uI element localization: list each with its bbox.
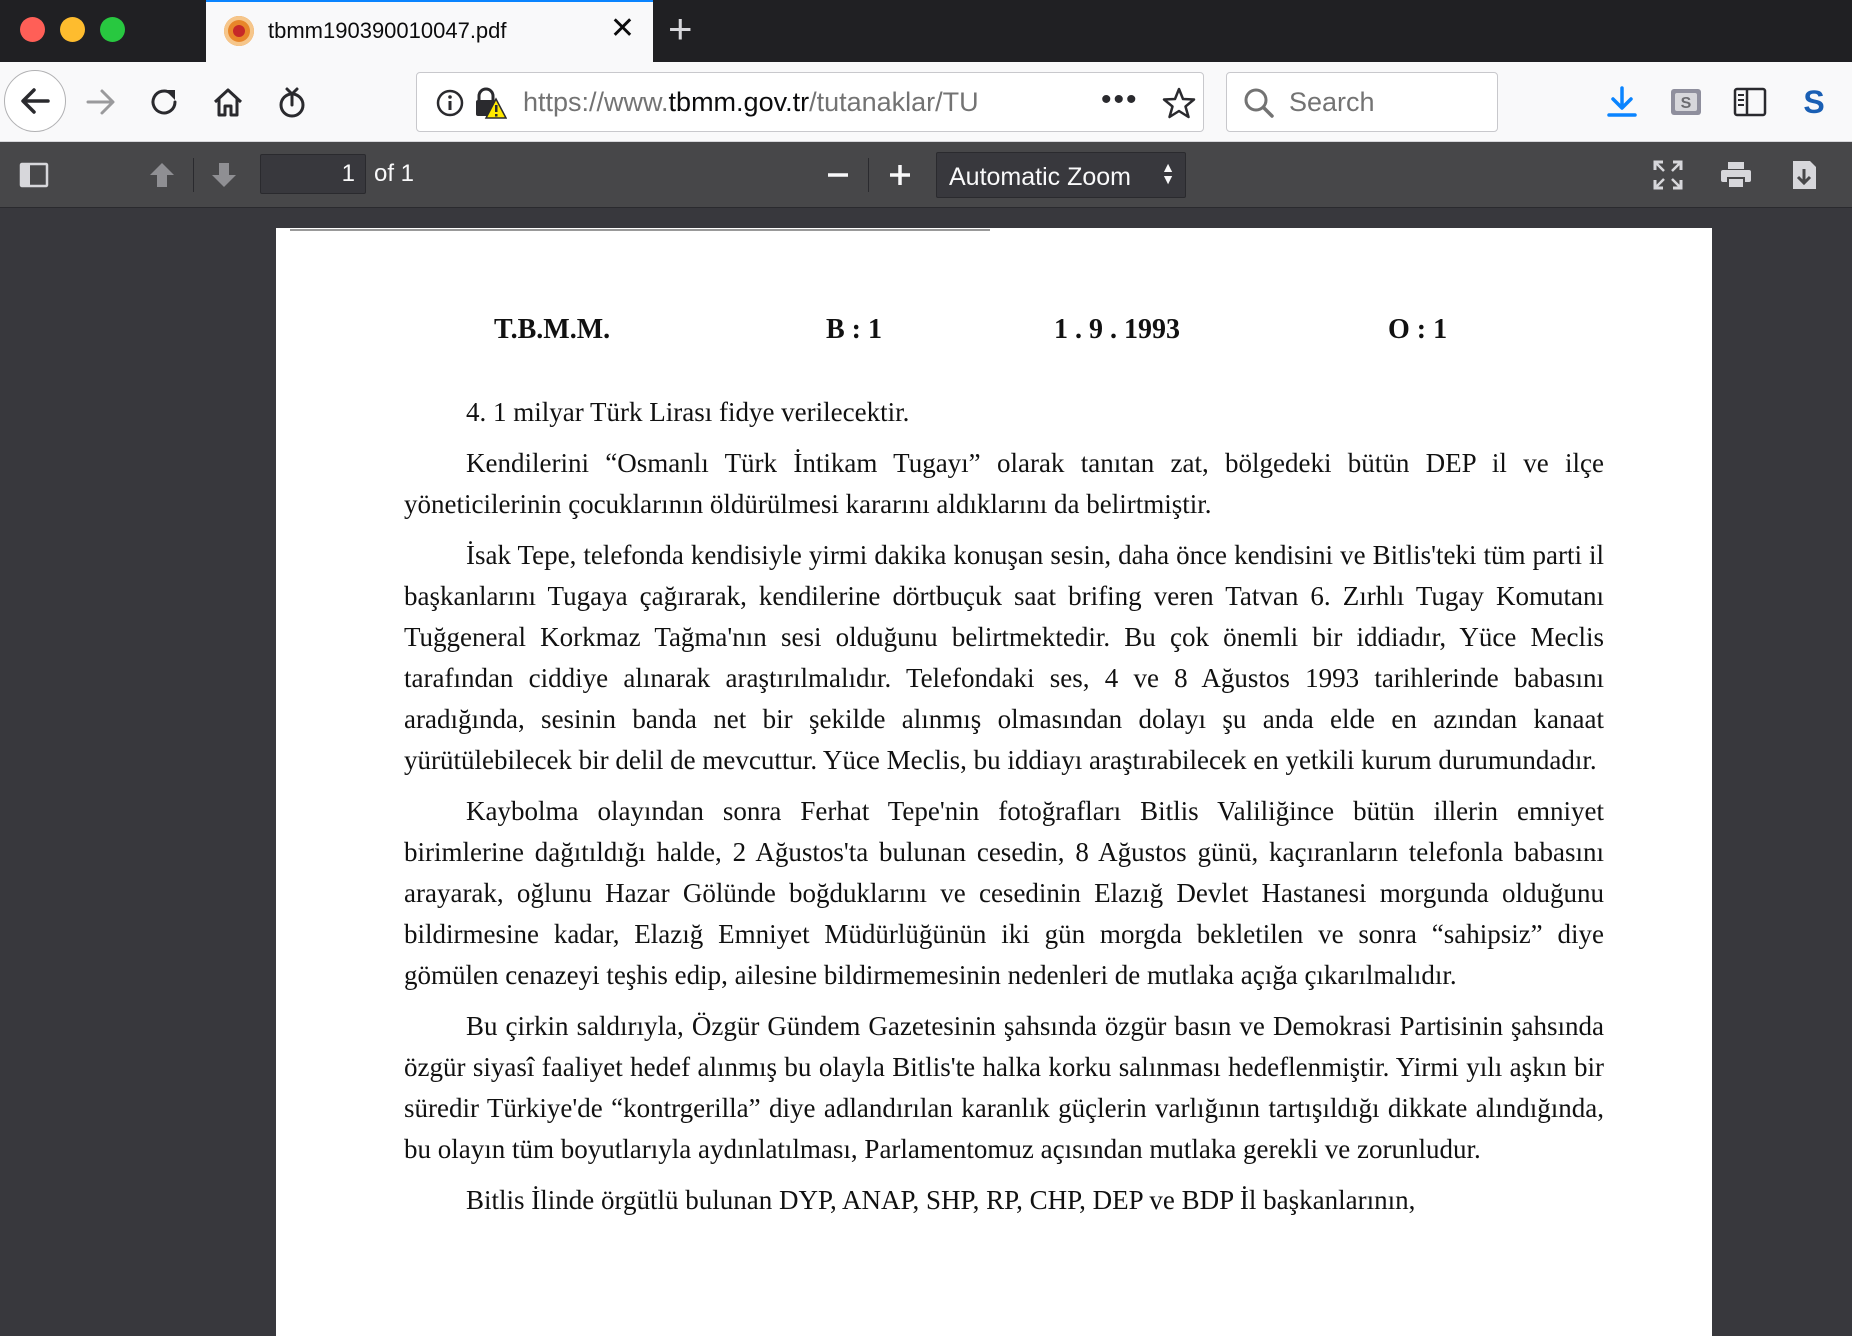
tab-strip bbox=[0, 0, 1852, 62]
paragraph-item-4: 4. 1 milyar Türk Lirası fidye verilecektir. bbox=[466, 397, 910, 427]
header-b-number: B : 1 bbox=[826, 314, 882, 345]
pocket-icon bbox=[276, 85, 308, 119]
sidebar-toggle-icon bbox=[19, 162, 49, 188]
select-arrows-icon: ▲ ▼ bbox=[1161, 159, 1175, 187]
svg-text:S: S bbox=[1680, 95, 1692, 112]
download-button[interactable] bbox=[1604, 62, 1640, 142]
page-number-input[interactable]: 1 bbox=[260, 154, 366, 194]
toolbar-separator bbox=[868, 158, 869, 192]
close-window-button[interactable] bbox=[20, 17, 45, 42]
save-icon bbox=[1790, 159, 1818, 191]
url-bar[interactable] bbox=[416, 72, 1204, 132]
page-count-label: of 1 bbox=[374, 160, 415, 187]
paragraph: İsak Tepe, telefonda kendisiyle yirmi dakika konuşan sesin, daha önce kendisini ve Bitlis'teki tüm parti il başkanlarını Tugaya çağırarak, kendilerine dörtbuçuk saat brifing veren Tatvan 6. Zırhlı Tugay Komutanı Tuğgeneral Korkmaz Tağma'nın sesi olduğunu belirtmektedir. Bu çok önemli bir iddiadır, Yüce Meclis tarafından ciddiye alınarak araştırılmalıdır. Telefondaki ses, 4 ve 8 Ağustos 1993 tarihlerinde babasını aradığında, sesinin banda net bir şekilde alınmış olmasından dolayı şu anda elde en azından kanaat yürütülebilecek bir delil de mevcuttur. Yüce Meclis, bu iddiayı araştırabilecek en yetkili kurum durumundadır. bbox=[404, 540, 1604, 775]
zoom-in-icon bbox=[887, 162, 913, 188]
previous-page-button[interactable] bbox=[142, 142, 182, 208]
search-input[interactable] bbox=[1226, 72, 1498, 132]
previous-page-icon bbox=[147, 160, 177, 190]
header-o-number: O : 1 bbox=[1388, 314, 1448, 345]
header-tbmm: T.B.M.M. bbox=[494, 314, 611, 345]
url-prefix: https://www. bbox=[523, 87, 669, 117]
reload-icon bbox=[148, 86, 180, 118]
screenshot-button[interactable] bbox=[1668, 62, 1704, 142]
bookmark-star-icon[interactable] bbox=[1161, 85, 1197, 121]
save-button[interactable] bbox=[1784, 142, 1824, 208]
tab-title: tbmm190390010047.pdf bbox=[268, 18, 507, 43]
page-actions-icon[interactable]: ••• bbox=[1101, 83, 1139, 116]
url-path: /tutanaklar/TU bbox=[809, 87, 979, 117]
next-page-button[interactable] bbox=[204, 142, 244, 208]
print-button[interactable] bbox=[1716, 142, 1756, 208]
maximize-window-button[interactable] bbox=[100, 17, 125, 42]
zoom-select-value: Automatic Zoom bbox=[949, 163, 1132, 191]
pocket-button[interactable] bbox=[272, 62, 312, 142]
url-domain: tbmm.gov.tr bbox=[668, 87, 810, 117]
print-icon bbox=[1719, 160, 1753, 190]
paragraph: Bitlis İlinde örgütlü bulunan DYP, ANAP, SHP, RP, CHP, DEP ve BDP İl başkanlarının, bbox=[466, 1185, 1416, 1215]
paragraph: Kaybolma olayından sonra Ferhat Tepe'nin fotoğrafları Bitlis Valiliğince bütün illerin emniyet birimlerine dağıtıldığı halde, 2 Ağustos'ta bulunan cesedin, 8 Ağustos günü, kaçıranların telefonla babasını arayarak, oğlunu Hazar Gölünde boğduklarını ve cesedinin Elazığ Devlet Hastanesi morgunda olduğunu bildirmesine kadar, Elazığ Emniyet Müdürlüğünün iki gün morgda bekletilen ve sonra “sahipsiz” diye gömülen cenazeyi teşhis edip, ailesine bildirmemesinin nedenleri de mutlaka açığa çıkarılmalıdır. bbox=[404, 796, 1604, 990]
s-extension-icon[interactable]: S bbox=[1803, 83, 1825, 120]
paragraph: Bu çirkin saldırıyla, Özgür Gündem Gazetesinin şahsında özgür basın ve Demokrasi Partisinin şahsında özgür siyasî faaliyet hedef alınmış bu olayla Bitlis'te halka korku salınması hedeflenmiştir. Yirmi yılı aşkın bir süredir Türkiye'de “kontrgerilla” diye adlandırılan karanlık güçlerin varlığının tartışıldığı dikkate alındığında, bu olayın tüm boyutlarıyla aydınlatılması, Parlamentomuz açısından mutlaka gerekli ve zorunludur. bbox=[404, 1011, 1604, 1164]
home-button[interactable] bbox=[208, 62, 248, 142]
new-tab-button[interactable]: + bbox=[668, 5, 693, 52]
home-icon bbox=[211, 85, 245, 119]
tab-active[interactable] bbox=[206, 0, 653, 62]
back-arrow-icon bbox=[18, 84, 52, 118]
sidebar-toggle-button[interactable] bbox=[14, 142, 54, 208]
download-icon bbox=[1606, 85, 1638, 119]
toolbar-separator bbox=[193, 158, 194, 192]
zoom-select[interactable] bbox=[936, 152, 1186, 198]
presentation-mode-icon bbox=[1653, 160, 1683, 190]
url-text[interactable] bbox=[523, 87, 1033, 118]
zoom-out-button[interactable] bbox=[818, 142, 858, 208]
zoom-in-button[interactable] bbox=[880, 142, 920, 208]
tbmm-favicon-icon bbox=[224, 16, 254, 46]
zoom-out-icon bbox=[825, 162, 851, 188]
tab-close-icon[interactable]: ✕ bbox=[609, 12, 635, 45]
page-scan-edge bbox=[290, 229, 990, 231]
forward-button[interactable] bbox=[82, 62, 120, 142]
reader-sidebar-icon bbox=[1733, 87, 1767, 117]
next-page-icon bbox=[209, 160, 239, 190]
search-placeholder: Search bbox=[1289, 87, 1375, 117]
screenshot-icon bbox=[1669, 85, 1703, 119]
pdf-page bbox=[276, 228, 1712, 1336]
info-icon[interactable] bbox=[435, 88, 465, 118]
pdf-toolbar bbox=[0, 142, 1852, 208]
forward-arrow-icon bbox=[84, 85, 118, 119]
back-button[interactable] bbox=[4, 70, 66, 132]
paragraph: Kendilerini “Osmanlı Türk İntikam Tugayı” olarak tanıtan zat, bölgedeki bütün DEP il ve ilçe yöneticilerinin çocuklarının öldürülmesi kararını aldıklarını da belirtmiştir. bbox=[404, 448, 1604, 519]
minimize-window-button[interactable] bbox=[60, 17, 85, 42]
navigation-bar bbox=[0, 62, 1852, 142]
reload-button[interactable] bbox=[144, 62, 184, 142]
header-date: 1 . 9 . 1993 bbox=[1054, 314, 1180, 345]
presentation-mode-button[interactable] bbox=[1648, 142, 1688, 208]
lock-warning-icon[interactable] bbox=[473, 87, 507, 119]
document-body bbox=[404, 392, 1604, 1231]
search-icon bbox=[1243, 87, 1275, 119]
reader-sidebar-button[interactable] bbox=[1732, 62, 1768, 142]
